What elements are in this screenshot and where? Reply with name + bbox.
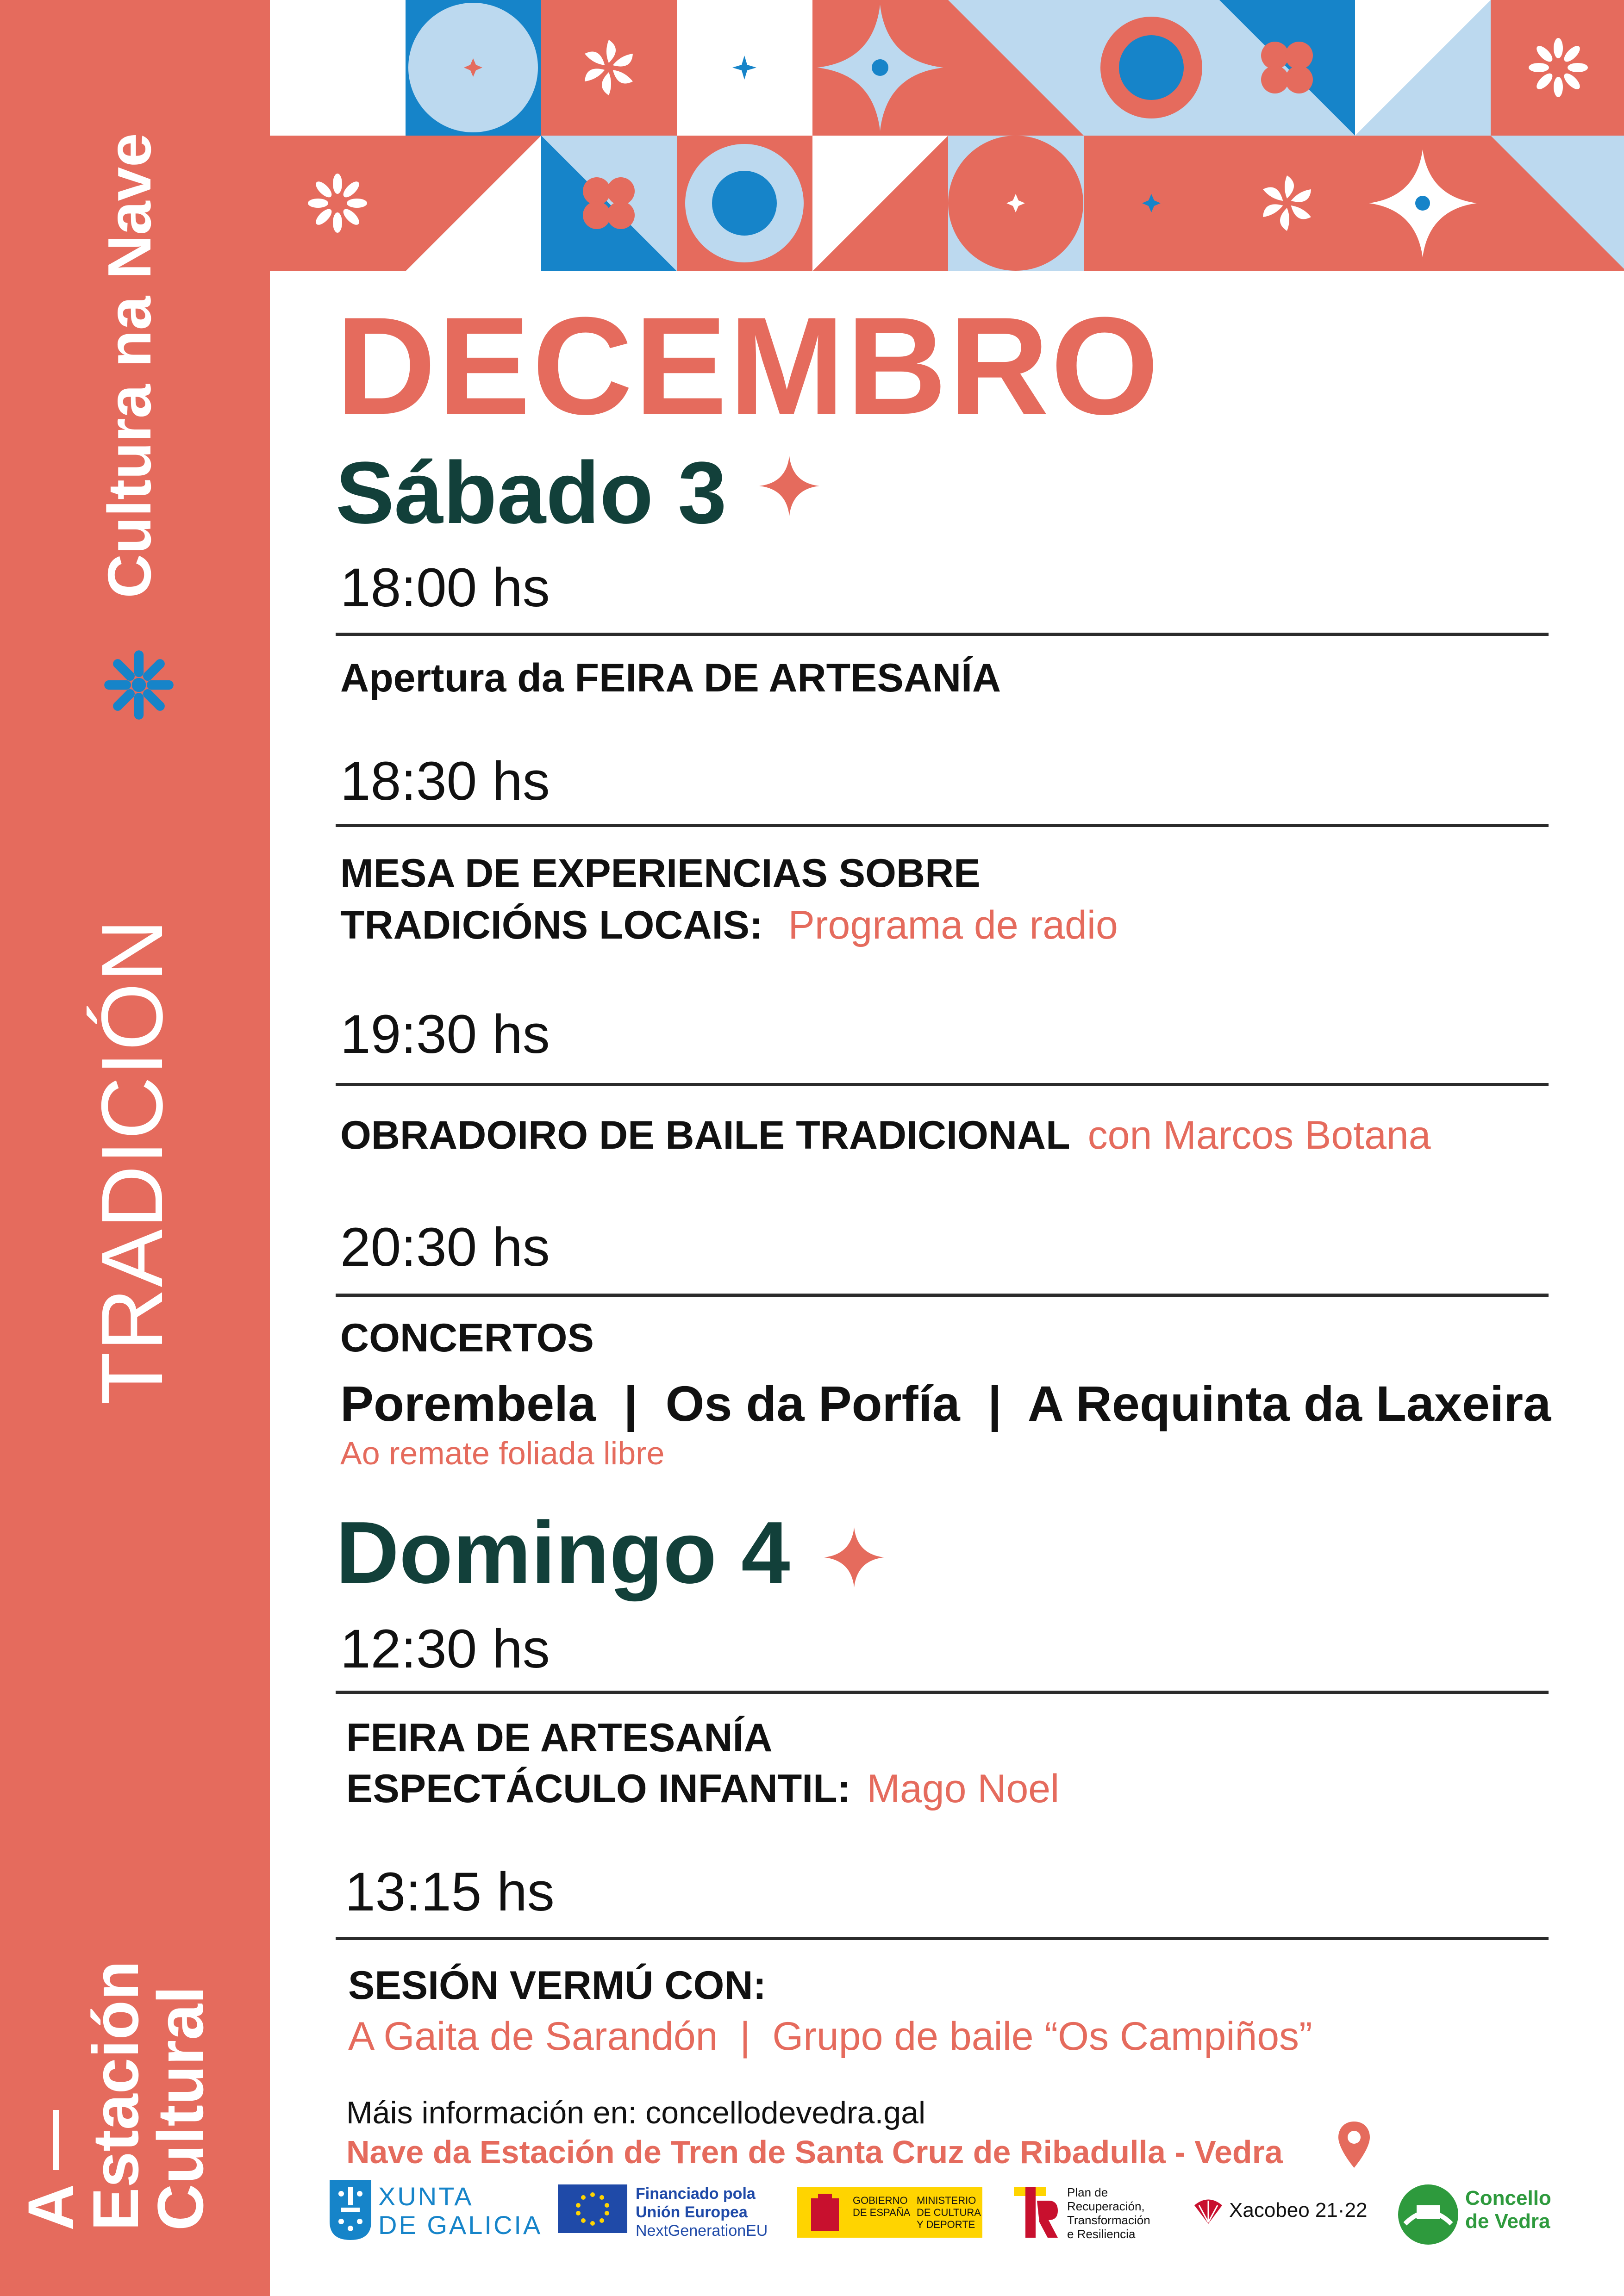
xacobeo-logo (1192, 2166, 1368, 2259)
event-title: CONCERTOS (340, 1316, 594, 1360)
event-title-line2 (340, 900, 1118, 951)
xunta-line-2: DE GALICIA (378, 2210, 543, 2240)
eu-line-1: Financiado pola (636, 2185, 756, 2203)
event-time: 20:30 hs (340, 1217, 550, 1278)
banner-tile (812, 0, 948, 136)
concello-line-2: de Vedra (1465, 2210, 1550, 2233)
xacobeo-label: Xacobeo 21·22 (1229, 2199, 1368, 2221)
concello-logo (1396, 2166, 1562, 2259)
banner-tile (1084, 0, 1219, 136)
eu-logo (558, 2166, 768, 2259)
divider (336, 1691, 1549, 1694)
event-note: Ao remate foliada libre (340, 1435, 665, 1471)
min-line-3: Y DEPORTE (917, 2219, 975, 2230)
banner-tile (948, 0, 1084, 136)
xunta-line-1: XUNTA (378, 2182, 474, 2211)
banner-tile (406, 0, 541, 136)
event-title-line2 (346, 1763, 1059, 1814)
banner-tile (1219, 0, 1355, 136)
event-subtitle: ESPECTÁCULO INFANTIL: (346, 1767, 851, 1811)
gob-line-2: DE ESPAÑA (853, 2207, 911, 2218)
event-time: 13:15 hs (345, 1861, 555, 1923)
asterisk-icon (100, 646, 178, 724)
min-line-2: DE CULTURA (917, 2207, 981, 2218)
banner-tile (677, 0, 812, 136)
event-title: SESIÓN VERMÚ CON: (348, 1963, 767, 2008)
info-link[interactable]: Máis información en: concellodevedra.gal (346, 2095, 926, 2130)
event-title: Apertura da FEIRA DE ARTESANÍA (340, 656, 1001, 700)
event-time: 12:30 hs (340, 1618, 550, 1680)
event-accent: con Marcos Botana (1087, 1113, 1431, 1157)
gobierno-logo (797, 2166, 982, 2259)
day-title-saturday: Sábado 3 (336, 444, 727, 542)
event-title: MESA DE EXPERIENCIAS SOBRE (340, 851, 981, 896)
banner-tile (1355, 136, 1491, 271)
spain-coat-icon (802, 2189, 848, 2235)
brand-line-1: A (14, 2184, 87, 2231)
banner-tile (270, 0, 406, 136)
plan-line-2: Recuperación, (1067, 2199, 1145, 2213)
decorative-banner (270, 0, 1624, 270)
banner-tile (541, 136, 677, 271)
banner-tile (270, 136, 406, 271)
banner-tile (812, 136, 948, 271)
event-title-line (340, 1110, 1431, 1161)
event-accent: A Gaita de Sarandón | Grupo de baile “Os Campiños” (348, 2014, 1312, 2059)
brand-line-3: Cultural (144, 1986, 217, 2231)
banner-tile (541, 0, 677, 136)
gob-line-1: GOBIERNO (853, 2195, 908, 2206)
event-accent: Programa de radio (788, 903, 1118, 947)
divider (336, 633, 1549, 636)
concello-emblem-icon (1396, 2182, 1461, 2247)
theme-label: TRADICIÓN (83, 918, 181, 1405)
series-name: Cultura na Nave (95, 133, 163, 598)
xunta-shield-icon (330, 2180, 371, 2240)
event-title: FEIRA DE ARTESANÍA (346, 1716, 773, 1760)
banner-tile (1491, 0, 1624, 136)
event-accent: Mago Noel (867, 1767, 1060, 1811)
event-subtitle: TRADICIÓNS LOCAIS: (340, 903, 763, 947)
banner-tile (406, 136, 541, 271)
banner-tile (677, 136, 812, 271)
month-title: DECEMBRO (336, 288, 1161, 443)
divider (336, 1937, 1549, 1940)
min-line-1: MINISTERIO (917, 2195, 976, 2206)
plan-line-3: Transformación (1067, 2213, 1150, 2227)
banner-tile (948, 136, 1084, 271)
eu-flag-icon (558, 2184, 627, 2233)
event-time: 19:30 hs (340, 1004, 550, 1065)
brand-block (14, 1629, 250, 2231)
banner-tile (1084, 136, 1219, 271)
divider (336, 824, 1549, 827)
plan-logo (1012, 2166, 1174, 2259)
concert-bands: Porembela | Os da Porfía | A Requinta da Laxeira (340, 1375, 1551, 1431)
event-time: 18:00 hs (340, 557, 550, 618)
divider (336, 1294, 1549, 1297)
sidebar-band (0, 0, 270, 2296)
concello-line-1: Concello (1465, 2187, 1551, 2209)
banner-tile (1491, 136, 1624, 271)
xunta-logo (330, 2166, 547, 2259)
brand-dash (53, 2110, 59, 2170)
venue-address: Nave da Estación de Tren de Santa Cruz de Ribadulla - Vedra (346, 2134, 1283, 2170)
sparkle-icon (759, 456, 819, 516)
banner-tile (1219, 136, 1355, 271)
eu-line-2: Unión Europea (636, 2203, 748, 2221)
divider (336, 1083, 1549, 1086)
day-title-sunday: Domingo 4 (336, 1504, 790, 1602)
eu-line-3: NextGenerationEU (636, 2222, 768, 2240)
brand-line-2: Estación (79, 1960, 152, 2231)
plan-line-4: e Resiliencia (1067, 2227, 1136, 2241)
plan-tr-icon (1012, 2182, 1062, 2242)
location-pin-icon (1336, 2120, 1373, 2171)
event-title: OBRADOIRO DE BAILE TRADICIONAL (340, 1113, 1070, 1157)
xacobeo-shell-icon (1192, 2194, 1224, 2226)
plan-line-1: Plan de (1067, 2185, 1108, 2199)
event-time: 18:30 hs (340, 751, 550, 812)
banner-tile (1355, 0, 1491, 136)
sparkle-icon (824, 1527, 884, 1587)
